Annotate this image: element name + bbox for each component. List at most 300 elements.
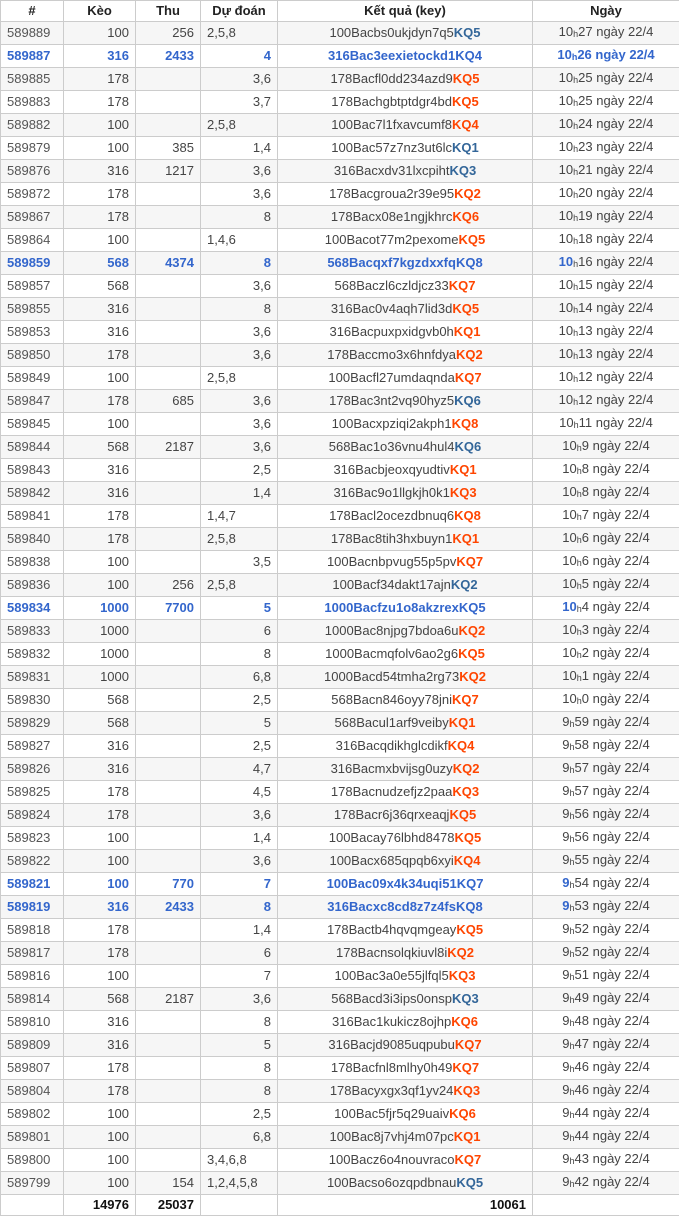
cell-thu: 685 [136, 390, 201, 413]
cell-ngay [533, 1103, 679, 1126]
table-row [1, 1057, 679, 1080]
time-minute-and-date: 8 ngày 22/4 [582, 461, 650, 476]
cell-key[interactable] [278, 1057, 533, 1080]
cell-du-doan: 6,8 [201, 666, 278, 689]
cell-key[interactable] [278, 643, 533, 666]
time-h-subscript: h [574, 420, 579, 430]
cell-keo: 1000 [64, 597, 136, 620]
cell-du-doan: 5 [201, 1034, 278, 1057]
time-hour: 9 [562, 852, 569, 867]
cell-id: 589845 [1, 413, 64, 436]
cell-du-doan: 6 [201, 620, 278, 643]
cell-id: 589804 [1, 1080, 64, 1103]
time-hour: 10 [562, 553, 576, 568]
time-h-subscript: h [570, 949, 575, 959]
kq-tag: KQ1 [450, 462, 477, 477]
time-h-subscript: h [570, 903, 575, 913]
cell-key[interactable] [278, 1172, 533, 1195]
cell-key[interactable] [278, 712, 533, 735]
cell-key[interactable] [278, 206, 533, 229]
table-row [1, 758, 679, 781]
cell-key[interactable] [278, 781, 533, 804]
cell-thu [136, 1103, 201, 1126]
cell-key[interactable] [278, 275, 533, 298]
time-h-subscript: h [570, 972, 575, 982]
cell-keo: 178 [64, 528, 136, 551]
time-minute-and-date: 44 ngày 22/4 [575, 1128, 650, 1143]
cell-id: 589857 [1, 275, 64, 298]
time-h-subscript: h [577, 512, 582, 522]
time-h-subscript: h [573, 397, 578, 407]
table-row [1, 919, 679, 942]
time-h-subscript: h [573, 167, 578, 177]
cell-key[interactable] [278, 367, 533, 390]
cell-du-doan: 2,5,8 [201, 114, 278, 137]
cell-du-doan: 2,5 [201, 735, 278, 758]
cell-du-doan: 5 [201, 597, 278, 620]
time-hour: 10 [559, 415, 573, 430]
cell-thu [136, 114, 201, 137]
cell-id: 589821 [1, 873, 64, 896]
table-row [1, 137, 679, 160]
key-text: 100Bacxpziqi2akph1 [332, 416, 452, 431]
cell-key[interactable] [278, 528, 533, 551]
time-h-subscript: h [577, 466, 582, 476]
cell-ngay [533, 183, 679, 206]
table-row [1, 436, 679, 459]
kq-tag: KQ3 [450, 485, 477, 500]
cell-key[interactable] [278, 827, 533, 850]
cell-keo: 178 [64, 390, 136, 413]
cell-du-doan: 8 [201, 206, 278, 229]
time-h-subscript: h [570, 1156, 575, 1166]
time-minute-and-date: 46 ngày 22/4 [575, 1059, 650, 1074]
time-h-subscript: h [577, 489, 582, 499]
kq-tag: KQ4 [452, 117, 479, 132]
cell-keo: 568 [64, 436, 136, 459]
key-text: 316Bac9o1llgkjh0k1 [333, 485, 449, 500]
cell-keo: 178 [64, 206, 136, 229]
key-text: 568Bacn846oyy78jni [331, 692, 452, 707]
time-h-subscript: h [573, 305, 578, 315]
cell-id: 589833 [1, 620, 64, 643]
cell-ngay [533, 1149, 679, 1172]
cell-key[interactable] [278, 574, 533, 597]
time-hour: 10 [559, 70, 573, 85]
cell-id: 589819 [1, 896, 64, 919]
time-h-subscript: h [573, 75, 578, 85]
key-text: 568Bacqxf7kgzdxxfq [327, 255, 456, 270]
cell-keo: 568 [64, 988, 136, 1011]
cell-du-doan: 4 [201, 45, 278, 68]
cell-key[interactable] [278, 1103, 533, 1126]
cell-du-doan: 4,7 [201, 758, 278, 781]
cell-key[interactable] [278, 758, 533, 781]
cell-du-doan: 2,5 [201, 459, 278, 482]
table-row [1, 574, 679, 597]
cell-key[interactable] [278, 436, 533, 459]
cell-key[interactable] [278, 91, 533, 114]
time-h-subscript: h [573, 351, 578, 361]
cell-id: 589832 [1, 643, 64, 666]
cell-thu [136, 919, 201, 942]
cell-keo: 178 [64, 91, 136, 114]
cell-key[interactable] [278, 919, 533, 942]
time-h-subscript: h [570, 1064, 575, 1074]
cell-thu [136, 183, 201, 206]
cell-key[interactable] [278, 804, 533, 827]
kq-tag: KQ6 [452, 209, 479, 224]
time-minute-and-date: 27 ngày 22/4 [578, 24, 653, 39]
cell-thu [136, 735, 201, 758]
cell-key[interactable] [278, 620, 533, 643]
cell-du-doan: 3,6 [201, 988, 278, 1011]
cell-thu: 256 [136, 574, 201, 597]
time-h-subscript: h [570, 1087, 575, 1097]
time-h-subscript: h [573, 121, 578, 131]
cell-key[interactable] [278, 137, 533, 160]
time-hour: 9 [562, 921, 569, 936]
cell-du-doan: 3,6 [201, 850, 278, 873]
cell-ngay [533, 390, 679, 413]
key-text: 100Bac7l1fxavcumf8 [331, 117, 452, 132]
cell-key[interactable] [278, 321, 533, 344]
kq-tag: KQ5 [455, 830, 482, 845]
column-header-ket-qua: Kết quả (key) [278, 1, 533, 22]
key-text: 100Bac3a0e55jlfql5 [335, 968, 449, 983]
time-hour: 9 [562, 1174, 569, 1189]
time-minute-and-date: 52 ngày 22/4 [575, 944, 650, 959]
time-hour: 9 [562, 944, 569, 959]
time-hour: 10 [559, 392, 573, 407]
time-h-subscript: h [570, 995, 575, 1005]
cell-key[interactable] [278, 942, 533, 965]
time-hour: 9 [562, 1013, 569, 1028]
cell-key[interactable] [278, 252, 533, 275]
kq-tag: KQ8 [456, 899, 483, 914]
cell-thu [136, 850, 201, 873]
time-h-subscript: h [573, 29, 578, 39]
cell-keo: 100 [64, 229, 136, 252]
cell-key[interactable] [278, 413, 533, 436]
column-header-thu: Thu [136, 1, 201, 22]
cell-ngay [533, 229, 679, 252]
time-minute-and-date: 26 ngày 22/4 [577, 47, 654, 62]
cell-key[interactable] [278, 1011, 533, 1034]
cell-ngay [533, 942, 679, 965]
time-h-subscript: h [573, 213, 578, 223]
time-hour: 10 [559, 254, 573, 269]
time-minute-and-date: 9 ngày 22/4 [582, 438, 650, 453]
cell-key[interactable] [278, 482, 533, 505]
cell-key[interactable] [278, 114, 533, 137]
cell-key[interactable] [278, 344, 533, 367]
cell-key[interactable] [278, 505, 533, 528]
key-text: 178Bacyxgx3qf1yv24 [330, 1083, 454, 1098]
cell-key[interactable] [278, 896, 533, 919]
cell-thu [136, 1034, 201, 1057]
key-text: 100Bac8j7vhj4m07pc [329, 1129, 453, 1144]
cell-du-doan: 5 [201, 712, 278, 735]
time-h-subscript: h [570, 788, 575, 798]
cell-ngay [533, 68, 679, 91]
kq-tag: KQ1 [454, 324, 481, 339]
table-row [1, 91, 679, 114]
cell-id: 589840 [1, 528, 64, 551]
kq-tag: KQ8 [454, 508, 481, 523]
cell-keo: 100 [64, 413, 136, 436]
table-row [1, 252, 679, 275]
time-minute-and-date: 21 ngày 22/4 [578, 162, 653, 177]
cell-key[interactable] [278, 735, 533, 758]
time-minute-and-date: 13 ngày 22/4 [578, 346, 653, 361]
key-text: 178Bacfl0dd234azd9 [331, 71, 453, 86]
key-text: 316Bacmxbvijsg0uzy [331, 761, 453, 776]
cell-thu [136, 459, 201, 482]
time-minute-and-date: 25 ngày 22/4 [578, 93, 653, 108]
time-h-subscript: h [573, 190, 578, 200]
time-h-subscript: h [573, 236, 578, 246]
cell-id: 589843 [1, 459, 64, 482]
cell-thu [136, 1011, 201, 1034]
cell-du-doan: 3,6 [201, 436, 278, 459]
kq-tag: KQ7 [455, 1037, 482, 1052]
time-minute-and-date: 49 ngày 22/4 [575, 990, 650, 1005]
time-h-subscript: h [572, 52, 578, 62]
cell-ngay [533, 1057, 679, 1080]
cell-key[interactable] [278, 68, 533, 91]
cell-keo: 100 [64, 1103, 136, 1126]
time-minute-and-date: 57 ngày 22/4 [575, 783, 650, 798]
cell-key[interactable] [278, 1149, 533, 1172]
time-minute-and-date: 54 ngày 22/4 [575, 875, 650, 890]
cell-keo: 316 [64, 298, 136, 321]
cell-keo: 100 [64, 574, 136, 597]
key-text: 100Bac57z7nz3ut6lc [331, 140, 452, 155]
cell-key[interactable] [278, 666, 533, 689]
cell-key[interactable] [278, 689, 533, 712]
cell-key[interactable] [278, 965, 533, 988]
kq-tag: KQ6 [451, 1014, 478, 1029]
time-minute-and-date: 56 ngày 22/4 [575, 806, 650, 821]
key-text: 568Bac1o36vnu4hul4 [329, 439, 455, 454]
cell-id: 589885 [1, 68, 64, 91]
time-hour: 10 [559, 24, 573, 39]
table-row [1, 689, 679, 712]
key-text: 316Bacxdv31lxcpiht [334, 163, 450, 178]
cell-id: 589847 [1, 390, 64, 413]
time-h-subscript: h [577, 443, 582, 453]
time-h-subscript: h [573, 282, 578, 292]
kq-tag: KQ2 [454, 186, 481, 201]
total-thu: 25037 [136, 1195, 201, 1216]
cell-keo: 1000 [64, 666, 136, 689]
cell-du-doan: 1,4,7 [201, 505, 278, 528]
kq-tag: KQ5 [458, 232, 485, 247]
time-minute-and-date: 48 ngày 22/4 [575, 1013, 650, 1028]
total-key: 10061 [278, 1195, 533, 1216]
time-hour: 10 [562, 507, 576, 522]
cell-key[interactable] [278, 551, 533, 574]
cell-ngay [533, 712, 679, 735]
key-text: 178Bacl2ocezdbnuq6 [329, 508, 454, 523]
table-row [1, 1103, 679, 1126]
time-hour: 10 [559, 231, 573, 246]
time-hour: 10 [562, 691, 576, 706]
time-h-subscript: h [570, 765, 575, 775]
table-row [1, 321, 679, 344]
cell-ngay [533, 459, 679, 482]
time-minute-and-date: 12 ngày 22/4 [578, 392, 653, 407]
cell-key[interactable] [278, 45, 533, 68]
cell-thu [136, 482, 201, 505]
cell-key[interactable] [278, 1126, 533, 1149]
key-text: 100Bacz6o4nouvraco [329, 1152, 455, 1167]
cell-ngay [533, 252, 679, 275]
kq-tag: KQ1 [452, 140, 479, 155]
time-minute-and-date: 47 ngày 22/4 [575, 1036, 650, 1051]
time-h-subscript: h [570, 1133, 575, 1143]
cell-key[interactable] [278, 229, 533, 252]
cell-thu [136, 91, 201, 114]
cell-du-doan: 3,6 [201, 804, 278, 827]
time-hour: 9 [562, 829, 569, 844]
time-h-subscript: h [570, 742, 575, 752]
cell-key[interactable] [278, 390, 533, 413]
time-h-subscript: h [577, 627, 582, 637]
cell-id: 589834 [1, 597, 64, 620]
cell-keo: 1000 [64, 620, 136, 643]
time-h-subscript: h [573, 144, 578, 154]
key-text: 178Baccmo3x6hnfdya [327, 347, 456, 362]
time-h-subscript: h [570, 1179, 575, 1189]
cell-key[interactable] [278, 1080, 533, 1103]
time-hour: 9 [562, 806, 569, 821]
cell-thu [136, 1149, 201, 1172]
kq-tag: KQ3 [453, 1083, 480, 1098]
cell-du-doan: 2,5 [201, 1103, 278, 1126]
key-text: 100Bacbs0ukjdyn7q5 [329, 25, 453, 40]
kq-tag: KQ5 [453, 71, 480, 86]
cell-key[interactable] [278, 22, 533, 45]
cell-id: 589842 [1, 482, 64, 505]
table-row [1, 620, 679, 643]
key-text: 178Bactb4hqvqmgeay [327, 922, 456, 937]
cell-keo: 178 [64, 505, 136, 528]
cell-du-doan: 3,6 [201, 344, 278, 367]
key-text: 100Bacay76lbhd8478 [329, 830, 455, 845]
cell-ngay [533, 666, 679, 689]
time-hour: 9 [562, 1082, 569, 1097]
cell-key[interactable] [278, 459, 533, 482]
kq-tag: KQ7 [452, 692, 479, 707]
cell-id: 589807 [1, 1057, 64, 1080]
key-text: 316Bac3eexietockd1 [328, 48, 455, 63]
time-minute-and-date: 59 ngày 22/4 [575, 714, 650, 729]
time-minute-and-date: 1 ngày 22/4 [582, 668, 650, 683]
cell-du-doan: 3,7 [201, 91, 278, 114]
cell-ngay [533, 620, 679, 643]
key-text: 568Bacul1arf9veiby [335, 715, 449, 730]
cell-du-doan: 2,5,8 [201, 367, 278, 390]
cell-keo: 1000 [64, 643, 136, 666]
cell-thu [136, 804, 201, 827]
cell-ngay [533, 206, 679, 229]
cell-id: 589864 [1, 229, 64, 252]
cell-du-doan: 3,6 [201, 275, 278, 298]
time-hour: 10 [559, 93, 573, 108]
cell-key[interactable] [278, 1034, 533, 1057]
cell-key[interactable] [278, 850, 533, 873]
cell-keo: 100 [64, 114, 136, 137]
cell-key[interactable] [278, 597, 533, 620]
table-row [1, 827, 679, 850]
time-hour: 10 [562, 622, 576, 637]
cell-keo: 100 [64, 1126, 136, 1149]
cell-id: 589817 [1, 942, 64, 965]
table-row [1, 482, 679, 505]
kq-tag: KQ7 [452, 1060, 479, 1075]
time-minute-and-date: 4 ngày 22/4 [582, 599, 650, 614]
kq-tag: KQ8 [456, 255, 483, 270]
time-hour: 10 [562, 645, 576, 660]
cell-key[interactable] [278, 160, 533, 183]
cell-id: 589818 [1, 919, 64, 942]
cell-ngay [533, 413, 679, 436]
cell-du-doan: 3,6 [201, 68, 278, 91]
table-row [1, 1011, 679, 1034]
cell-key[interactable] [278, 873, 533, 896]
table-row [1, 712, 679, 735]
kq-tag: KQ7 [455, 370, 482, 385]
kq-tag: KQ7 [456, 554, 483, 569]
cell-keo: 100 [64, 1149, 136, 1172]
cell-du-doan: 2,5,8 [201, 528, 278, 551]
kq-tag: KQ3 [449, 163, 476, 178]
cell-keo: 178 [64, 942, 136, 965]
kq-tag: KQ2 [456, 347, 483, 362]
time-hour: 9 [562, 760, 569, 775]
time-minute-and-date: 15 ngày 22/4 [578, 277, 653, 292]
total-empty-du [201, 1195, 278, 1216]
table-row [1, 229, 679, 252]
key-text: 178Bac3nt2vq90hyz5 [329, 393, 454, 408]
table-row [1, 735, 679, 758]
key-text: 1000Bac8njpg7bdoa6u [325, 623, 459, 638]
cell-ngay [533, 827, 679, 850]
cell-id: 589810 [1, 1011, 64, 1034]
cell-key[interactable] [278, 988, 533, 1011]
cell-key[interactable] [278, 183, 533, 206]
cell-keo: 316 [64, 160, 136, 183]
cell-keo: 100 [64, 965, 136, 988]
time-minute-and-date: 16 ngày 22/4 [578, 254, 653, 269]
cell-key[interactable] [278, 298, 533, 321]
time-hour: 10 [562, 576, 576, 591]
key-text: 100Bacot77m2pexome [325, 232, 459, 247]
time-minute-and-date: 25 ngày 22/4 [578, 70, 653, 85]
key-text: 100Bacnbpvug55p5pv [327, 554, 456, 569]
cell-du-doan: 3,6 [201, 413, 278, 436]
cell-thu: 2433 [136, 896, 201, 919]
cell-keo: 100 [64, 22, 136, 45]
cell-keo: 316 [64, 321, 136, 344]
time-minute-and-date: 57 ngày 22/4 [575, 760, 650, 775]
cell-du-doan: 7 [201, 965, 278, 988]
cell-du-doan: 3,5 [201, 551, 278, 574]
cell-id: 589882 [1, 114, 64, 137]
cell-ngay [533, 574, 679, 597]
